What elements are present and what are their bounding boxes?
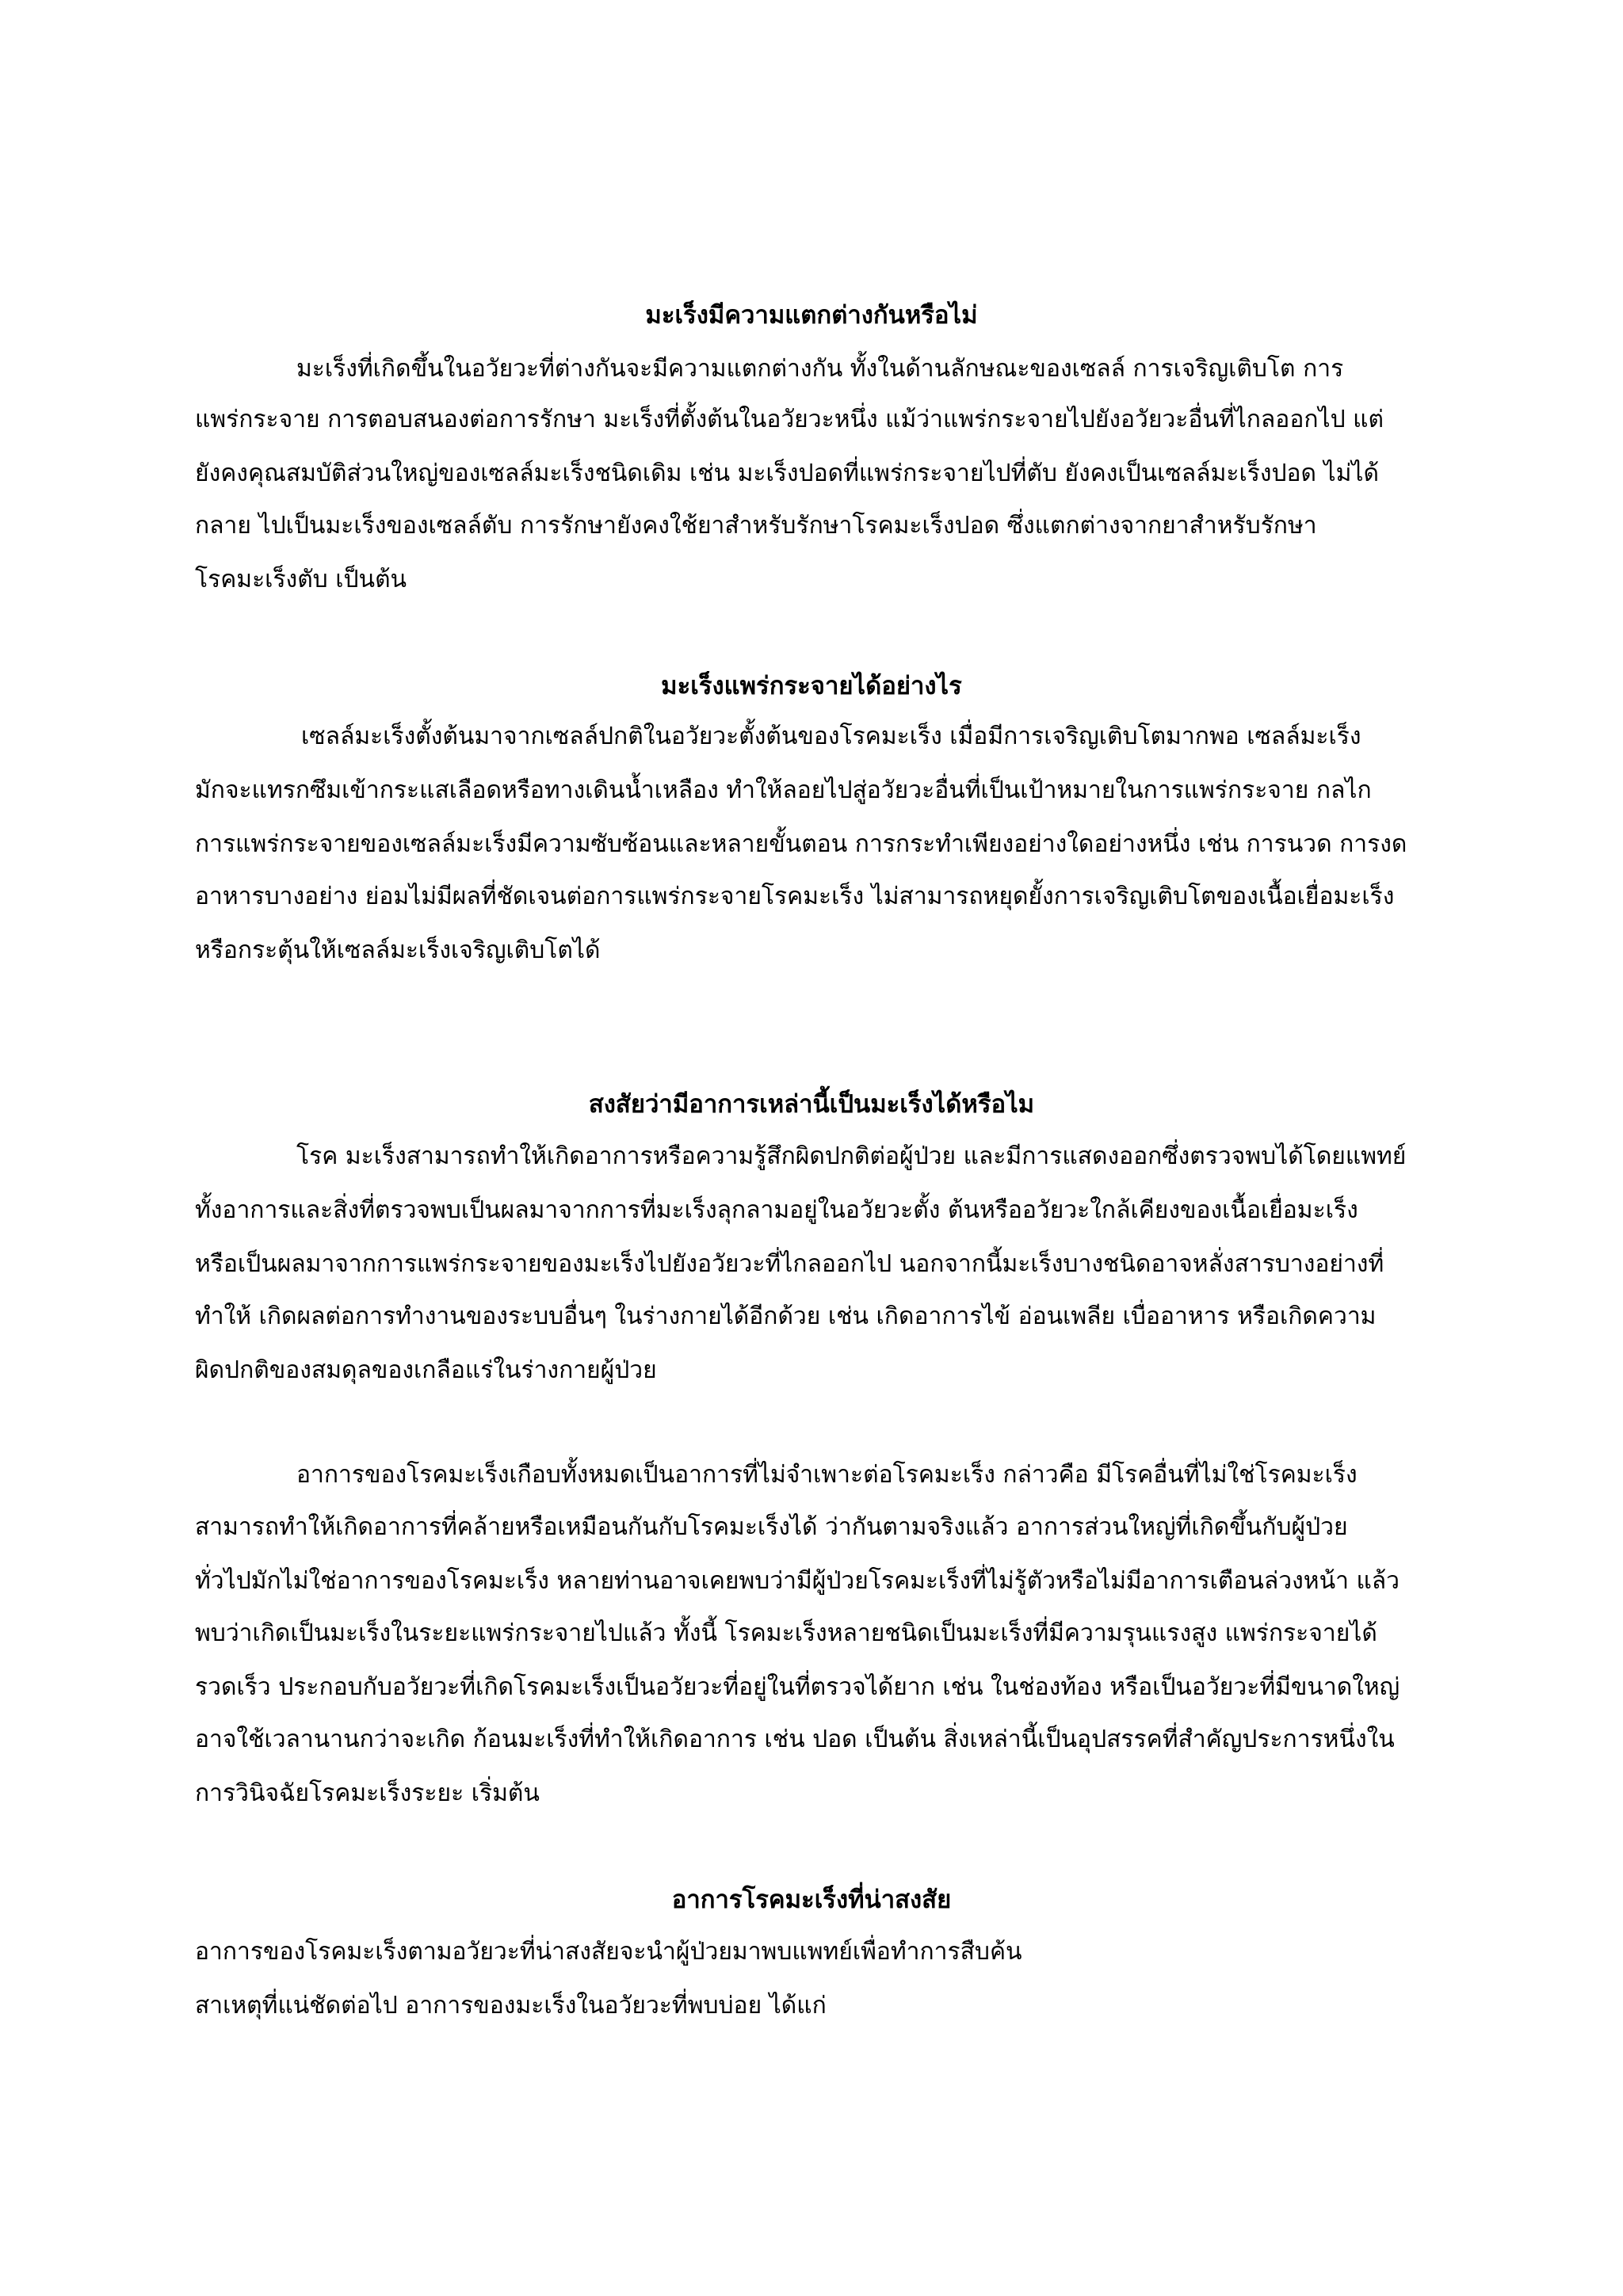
- paragraph-line: อาการของโรคมะเร็งตามอวัยวะที่น่าสงสัยจะนำผู้ป่วยมาพบแพทย์เพื่อทำการสืบค้น: [195, 1938, 1022, 1966]
- paragraph-line: เซลล์มะเร็งตั้งต้นมาจากเซลล์ปกติในอวัยวะตั้งต้นของโรคมะเร็ง เมื่อมีการเจริญเติบโตมากพอ เซลล์มะเร็ง: [301, 723, 1361, 750]
- paragraph-line: โรคมะเร็งตับ เป็นต้น: [195, 566, 407, 593]
- section-heading-suspicious-symptoms: อาการโรคมะเร็งที่น่าสงสัย: [671, 1886, 952, 1914]
- section-heading-spread: มะเร็งแพร่กระจายได้อย่างไร: [661, 672, 962, 700]
- paragraph-line: หรือเป็นผลมาจากการแพร่กระจายของมะเร็งไปยังอวัยวะที่ไกลออกไป นอกจากนี้มะเร็งบางชนิดอาจหลั่งสารบางอย่างที่: [195, 1250, 1384, 1278]
- paragraph-line: สามารถทำให้เกิดอาการที่คล้ายหรือเหมือนกันกับโรคมะเร็งได้ ว่ากันตามจริงแล้ว อาการส่วนใหญ่ที่เกิดขึ้นกับผู้ป่วย: [195, 1513, 1348, 1541]
- paragraph-line: อาการของโรคมะเร็งเกือบทั้งหมดเป็นอาการที่ไม่จำเพาะต่อโรคมะเร็ง กล่าวคือ มีโรคอื่นที่ไม่ใช่โรคมะเร็ง: [296, 1461, 1358, 1489]
- paragraph-line: มักจะแทรกซึมเข้ากระแสเลือดหรือทางเดินน้ำเหลือง ทำให้ลอยไปสู่อวัยวะอื่นที่เป็นเป้าหมายในการแพร่กระจาย กลไก: [195, 776, 1372, 804]
- paragraph-line: กลาย ไปเป็นมะเร็งของเซลล์ตับ การรักษายังคงใช้ยาสำหรับรักษาโรคมะเร็งปอด ซึ่งแตกต่างจากยาสำหรับรักษา: [195, 512, 1317, 540]
- paragraph-line: มะเร็งที่เกิดขึ้นในอวัยวะที่ต่างกันจะมีความแตกต่างกัน ทั้งในด้านลักษณะของเซลล์ การเจริญเติบโต การ: [296, 355, 1344, 383]
- section-heading-symptoms-question: สงสัยว่ามีอาการเหล่านี้เป็นมะเร็งได้หรือไม: [588, 1090, 1035, 1119]
- paragraph-line: พบว่าเกิดเป็นมะเร็งในระยะแพร่กระจายไปแล้ว ทั้งนี้ โรคมะเร็งหลายชนิดเป็นมะเร็งที่มีความรุนแรงสูง แพร่กระจายได้: [195, 1619, 1377, 1647]
- paragraph-line: อาจใช้เวลานานกว่าจะเกิด ก้อนมะเร็งที่ทำให้เกิดอาการ เช่น ปอด เป็นต้น สิ่งเหล่านี้เป็นอุปสรรคที่สำคัญประการหนึ่งใน: [195, 1726, 1395, 1753]
- paragraph-line: อาหารบางอย่าง ย่อมไม่มีผลที่ชัดเจนต่อการแพร่กระจายโรคมะเร็ง ไม่สามารถหยุดยั้งการเจริญเติบโตของเนื้อเยื่อมะเร็ง: [195, 883, 1395, 910]
- paragraph-line: ยังคงคุณสมบัติส่วนใหญ่ของเซลล์มะเร็งชนิดเดิม เช่น มะเร็งปอดที่แพร่กระจายไปที่ตับ ยังคงเป็นเซลล์มะเร็งปอด ไม่ได้: [195, 460, 1379, 487]
- paragraph-line: แพร่กระจาย การตอบสนองต่อการรักษา มะเร็งที่ตั้งต้นในอวัยวะหนึ่ง แม้ว่าแพร่กระจายไปยังอวัยวะอื่นที่ไกลออกไป แต่: [195, 406, 1384, 433]
- section-heading-differences: มะเร็งมีความแตกต่างกันหรือไม่: [645, 301, 978, 330]
- paragraph-line: ผิดปกติของสมดุลของเกลือแร่ในร่างกายผู้ป่วย: [195, 1356, 657, 1384]
- paragraph-line: หรือกระตุ้นให้เซลล์มะเร็งเจริญเติบโตได้: [195, 936, 601, 964]
- paragraph-line: การแพร่กระจายของเซลล์มะเร็งมีความซับซ้อนและหลายขั้นตอน การกระทำเพียงอย่างใดอย่างหนึ่ง เช่น การนวด การงด: [195, 830, 1407, 858]
- paragraph-line: สาเหตุที่แน่ชัดต่อไป อาการของมะเร็งในอวัยวะที่พบบ่อย ได้แก่: [195, 1992, 827, 2019]
- paragraph-line: ทั้งอาการและสิ่งที่ตรวจพบเป็นผลมาจากการที่มะเร็งลุกลามอยู่ในอวัยวะตั้ง ต้นหรืออวัยวะใกล้เคียงของเนื้อเยื่อมะเร็ง: [195, 1196, 1358, 1224]
- paragraph-line: โรค มะเร็งสามารถทำให้เกิดอาการหรือความรู้สึกผิดปกติต่อผู้ป่วย และมีการแสดงออกซึ่งตรวจพบได้โดยแพทย์: [296, 1142, 1407, 1170]
- paragraph-line: ทำให้ เกิดผลต่อการทำงานของระบบอื่นๆ ในร่างกายได้อีกด้วย เช่น เกิดอาการไข้ อ่อนเพลีย เบื่ออาหาร หรือเกิดความ: [195, 1302, 1377, 1330]
- paragraph-line: การวินิจฉัยโรคมะเร็งระยะ เริ่มต้น: [195, 1779, 540, 1807]
- paragraph-line: ทั่วไปมักไม่ใช่อาการของโรคมะเร็ง หลายท่านอาจเคยพบว่ามีผู้ป่วยโรคมะเร็งที่ไม่รู้ตัวหรือไม่มีอาการเตือนล่วงหน้า แล้ว: [195, 1567, 1400, 1595]
- paragraph-line: รวดเร็ว ประกอบกับอวัยวะที่เกิดโรคมะเร็งเป็นอวัยวะที่อยู่ในที่ตรวจได้ยาก เช่น ในช่องท้อง หรือเป็นอวัยวะที่มีขนาดใหญ่: [195, 1673, 1400, 1701]
